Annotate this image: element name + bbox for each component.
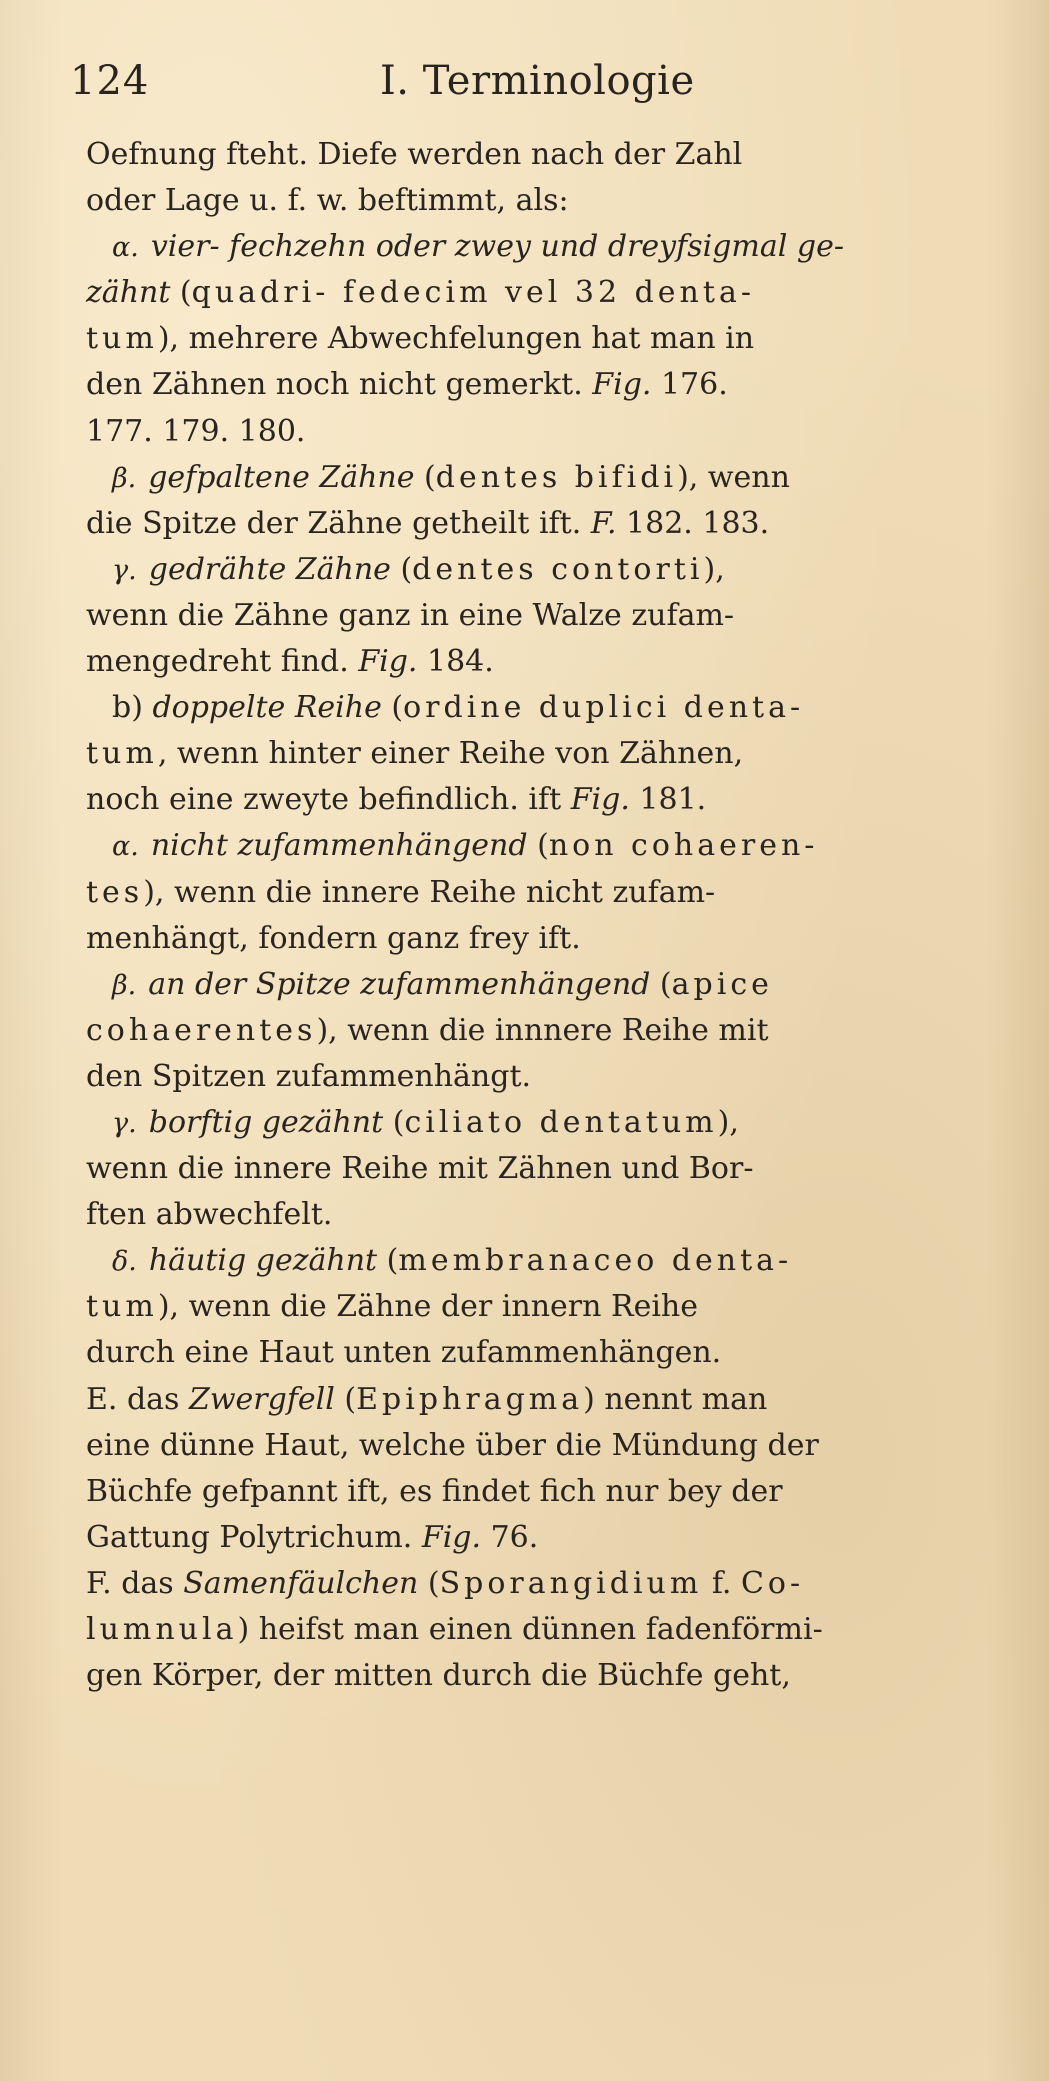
text-segment: gedrähte Zähne	[148, 551, 391, 587]
text-segment: gen Körper, der mitten durch die Büchfe geht,	[86, 1658, 791, 1694]
text-segment: durch eine Haut unten zufammenhängen.	[86, 1335, 722, 1371]
text-segment: ften abwechfelt.	[86, 1197, 333, 1233]
text-line	[86, 270, 976, 316]
text-line	[86, 1607, 976, 1653]
text-segment: 76.	[481, 1519, 539, 1555]
text-segment: β.	[112, 462, 137, 494]
text-segment: (	[414, 459, 436, 495]
text-segment: menhängt, fondern ganz frey ift.	[86, 920, 581, 956]
text-segment: membranaceo denta-	[398, 1243, 793, 1279]
text-line	[86, 1100, 976, 1146]
page-number: 124	[70, 58, 150, 104]
text-segment: doppelte Reihe	[152, 690, 382, 726]
text-line	[86, 731, 976, 777]
text-segment: tum	[86, 321, 158, 357]
text-line	[86, 455, 976, 501]
running-title: I. Terminologie	[380, 58, 695, 104]
text-segment: ciliato dentatum	[404, 1104, 718, 1140]
text-segment: ),	[717, 1104, 739, 1140]
text-segment: β.	[112, 969, 137, 1001]
text-segment: den Zähnen noch nicht gemerkt.	[86, 367, 593, 403]
text-line	[86, 501, 976, 547]
text-segment: b)	[112, 690, 153, 726]
text-segment: (	[170, 275, 192, 311]
text-line	[86, 1192, 976, 1238]
text-segment: 177. 179. 180.	[86, 413, 306, 449]
text-segment: dentes contorti	[412, 551, 704, 587]
text-segment: (	[377, 1243, 399, 1279]
text-segment: Co-	[740, 1565, 805, 1601]
text-line	[86, 1653, 976, 1699]
text-segment: Büchfe gefpannt ift, es findet fich nur bey der	[86, 1473, 783, 1509]
text-line	[86, 962, 976, 1008]
text-segment: den Spitzen zufammenhängt.	[86, 1058, 532, 1094]
text-segment: (	[390, 551, 413, 587]
text-segment: Fig.	[592, 367, 652, 403]
text-segment: 176.	[651, 367, 728, 403]
text-segment: eine dünne Haut, welche über die Mündung der	[86, 1427, 819, 1463]
text-segment: an der Spitze zufammenhängend	[148, 966, 651, 1002]
text-segment: ), wenn	[677, 459, 790, 495]
text-segment: zähnt	[86, 275, 171, 311]
text-segment: tum	[86, 1289, 158, 1325]
text-segment: (	[527, 828, 549, 864]
text-segment: 182. 183.	[616, 505, 770, 541]
text-line	[86, 547, 976, 593]
text-segment: Sporangidium	[439, 1565, 703, 1601]
text-line	[86, 224, 976, 270]
page-header	[70, 58, 970, 128]
text-line	[86, 1423, 976, 1469]
text-segment: E. das	[86, 1381, 189, 1417]
text-line	[86, 1054, 976, 1100]
text-segment: dentes bifidi	[435, 459, 678, 495]
text-segment: häutig gezähnt	[148, 1243, 378, 1279]
text-segment: (	[381, 690, 404, 726]
text-segment: δ.	[112, 1246, 137, 1278]
text-segment: non cohaeren-	[548, 828, 819, 864]
text-segment: 184.	[417, 644, 494, 680]
text-segment: , wenn hinter einer Reihe von Zähnen,	[157, 736, 744, 772]
body-text	[86, 132, 976, 1699]
text-segment: Fig.	[358, 644, 418, 680]
text-segment: wenn die Zähne ganz in eine Walze zufam-	[86, 597, 735, 633]
text-segment: (	[650, 966, 672, 1002]
text-segment: cohaerentes	[86, 1012, 317, 1048]
text-segment: α.	[112, 831, 139, 863]
text-line	[86, 316, 976, 362]
text-line	[86, 1515, 976, 1561]
text-segment: borftig gezähnt	[148, 1104, 384, 1140]
text-segment: gefpaltene Zähne	[148, 459, 415, 495]
text-segment: α.	[112, 232, 139, 264]
text-segment: ), mehrere Abwechfelungen hat man in	[157, 321, 755, 357]
text-segment: ) nennt man	[583, 1381, 768, 1417]
text-segment: Fig.	[570, 782, 630, 818]
text-segment: apice	[671, 966, 773, 1002]
text-segment: ), wenn die innere Reihe nicht zufam-	[143, 874, 716, 910]
text-segment: F.	[590, 505, 617, 541]
text-line	[86, 1330, 976, 1376]
text-segment: noch eine zweyte befindlich. ift	[86, 782, 571, 818]
text-segment: (	[383, 1104, 405, 1140]
text-segment: γ.	[112, 554, 137, 586]
text-line	[86, 1008, 976, 1054]
text-segment: 181.	[629, 782, 707, 818]
text-segment: tum	[86, 736, 158, 772]
text-segment: ), wenn die innnere Reihe mit	[316, 1012, 769, 1048]
text-segment: Fig.	[421, 1519, 482, 1555]
text-segment: die Spitze der Zähne getheilt ift.	[86, 505, 591, 541]
text-line	[86, 1284, 976, 1330]
text-segment: F. das	[86, 1565, 184, 1601]
text-line	[86, 362, 976, 408]
text-line	[86, 178, 976, 224]
text-segment: nicht zufammenhängend	[150, 828, 528, 864]
text-segment: tes	[86, 874, 144, 910]
text-segment: wenn die innere Reihe mit Zähnen und Bor-	[86, 1151, 754, 1187]
text-segment: ),	[703, 551, 725, 587]
text-line	[86, 132, 976, 178]
text-segment: oder Lage u. f. w. beftimmt, als:	[86, 183, 569, 219]
text-segment: ordine duplici denta-	[403, 690, 805, 726]
text-line	[86, 1377, 976, 1423]
text-segment: ), wenn die Zähne der innern Reihe	[157, 1289, 699, 1325]
text-segment: vier- fechzehn oder zwey und dreyfsigmal ge-	[150, 229, 844, 265]
text-line	[86, 823, 976, 869]
text-line	[86, 685, 976, 731]
text-line	[86, 777, 976, 823]
text-line	[86, 916, 976, 962]
text-line	[86, 1469, 976, 1515]
text-segment: Oefnung fteht. Diefe werden nach der Zahl	[86, 137, 743, 172]
text-segment: (	[418, 1565, 440, 1601]
text-segment: Samenfäulchen	[183, 1565, 419, 1601]
text-segment: Gattung Polytrichum.	[86, 1519, 422, 1555]
text-segment: ) heifst man einen dünnen fadenförmi-	[237, 1612, 823, 1647]
text-segment: (	[334, 1381, 357, 1417]
text-segment: lumnula	[86, 1612, 238, 1647]
text-line	[86, 1238, 976, 1284]
text-segment: mengedreht find.	[86, 644, 359, 680]
text-line	[86, 639, 976, 685]
text-segment: quadri- fedecim vel 32 denta-	[191, 275, 755, 311]
text-line	[86, 1146, 976, 1192]
text-segment: Zwergfell	[189, 1381, 335, 1417]
text-segment: Epiphragma	[356, 1381, 584, 1417]
text-line	[86, 409, 976, 455]
text-line	[86, 1561, 976, 1607]
text-line	[86, 870, 976, 916]
text-segment: f.	[702, 1565, 741, 1601]
text-segment: γ.	[112, 1107, 137, 1139]
text-line	[86, 593, 976, 639]
